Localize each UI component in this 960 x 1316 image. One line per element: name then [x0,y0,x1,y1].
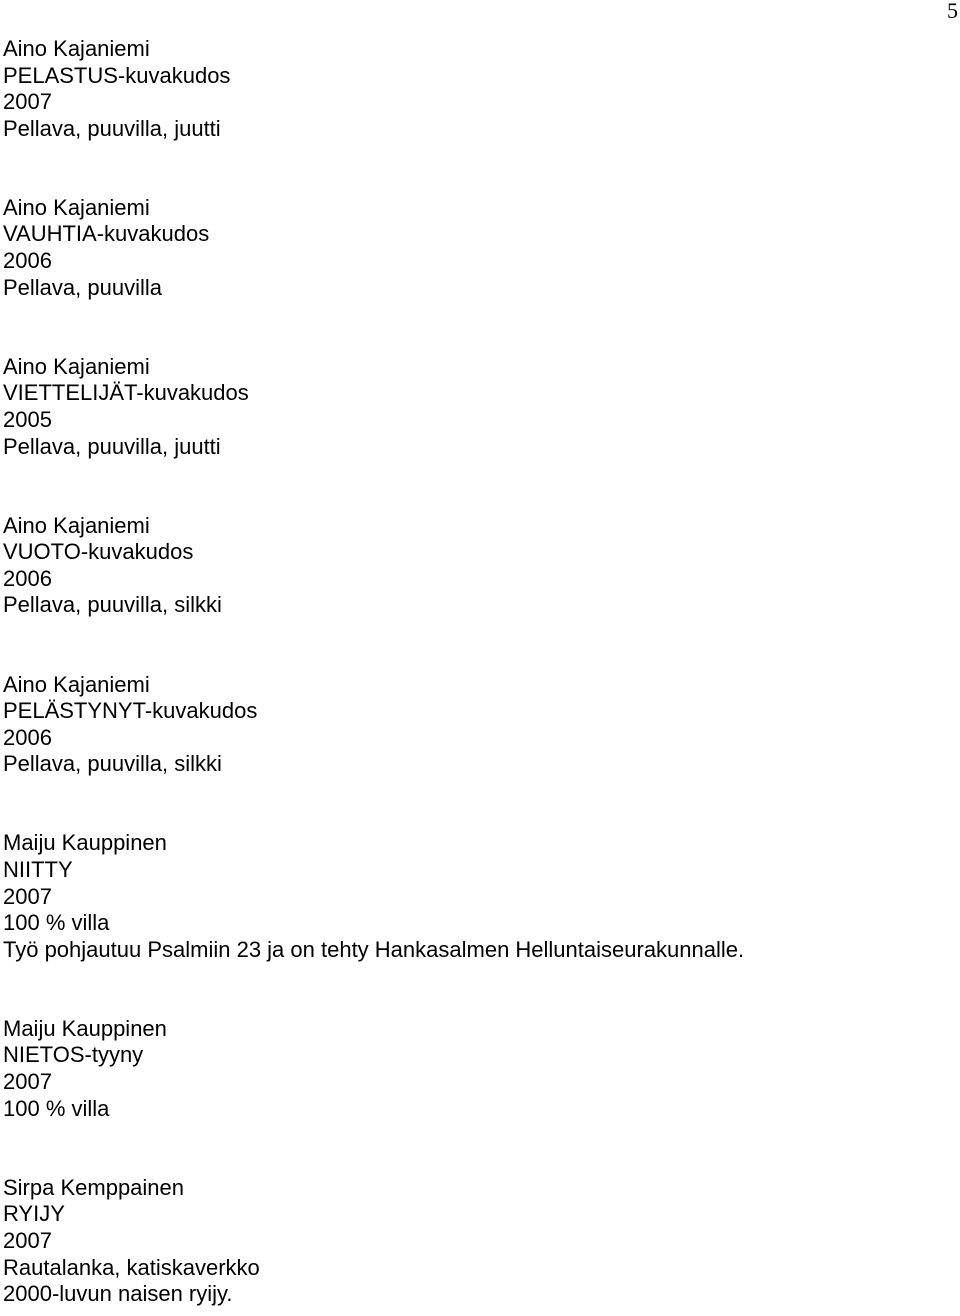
artwork-materials: Pellava, puuvilla [3,274,162,300]
artwork-year: 2007 [3,1069,52,1095]
artist-name: Aino Kajaniemi [3,671,150,697]
artwork-year: 2005 [3,406,52,432]
artist-name: Maiju Kauppinen [3,1015,167,1041]
artwork-year: 2007 [3,89,52,115]
artwork-entry [3,354,953,460]
artwork-title: PELASTUS-kuvakudos [3,62,231,88]
artwork-materials: Pellava, puuvilla, juutti [3,115,221,141]
artwork-materials: 100 % villa [3,1095,110,1121]
artist-name: Sirpa Kemppainen [3,1174,185,1200]
artwork-title: VAUHTIA-kuvakudos [3,221,210,247]
artwork-year: 2006 [3,724,52,750]
artwork-list [3,36,953,1308]
artwork-materials: Pellava, puuvilla, silkki [3,751,222,777]
artwork-description: 2000-luvun naisen ryijy. [3,1281,233,1307]
artwork-title: VUOTO-kuvakudos [3,539,194,565]
artwork-entry [3,830,953,963]
artist-name: Maiju Kauppinen [3,830,167,856]
artwork-title: NIETOS-tyyny [3,1042,144,1068]
artwork-year: 2007 [3,1227,52,1253]
artist-name: Aino Kajaniemi [3,194,150,220]
artwork-materials: Pellava, puuvilla, silkki [3,592,222,618]
artwork-year: 2007 [3,883,52,909]
artwork-entry [3,195,953,301]
artist-name: Aino Kajaniemi [3,36,150,61]
artwork-title: RYIJY [3,1201,65,1227]
artwork-entry [3,1175,953,1308]
artwork-title: NIITTY [3,856,73,882]
page-number: 5 [947,0,958,23]
artwork-year: 2006 [3,248,52,274]
artist-name: Aino Kajaniemi [3,353,150,379]
artwork-entry [3,36,953,142]
artwork-entry [3,672,953,778]
artwork-entry [3,1016,953,1122]
artwork-year: 2006 [3,565,52,591]
artist-name: Aino Kajaniemi [3,512,150,538]
artwork-entry [3,513,953,619]
artwork-materials: 100 % villa [3,910,110,936]
artwork-title: PELÄSTYNYT-kuvakudos [3,698,258,724]
artwork-description: Työ pohjautuu Psalmiin 23 ja on tehty Hankasalmen Helluntaiseurakunnalle. [3,936,745,962]
artwork-title: VIETTELIJÄT-kuvakudos [3,380,249,406]
artwork-materials: Pellava, puuvilla, juutti [3,433,221,459]
artwork-materials: Rautalanka, katiskaverkko [3,1254,260,1280]
